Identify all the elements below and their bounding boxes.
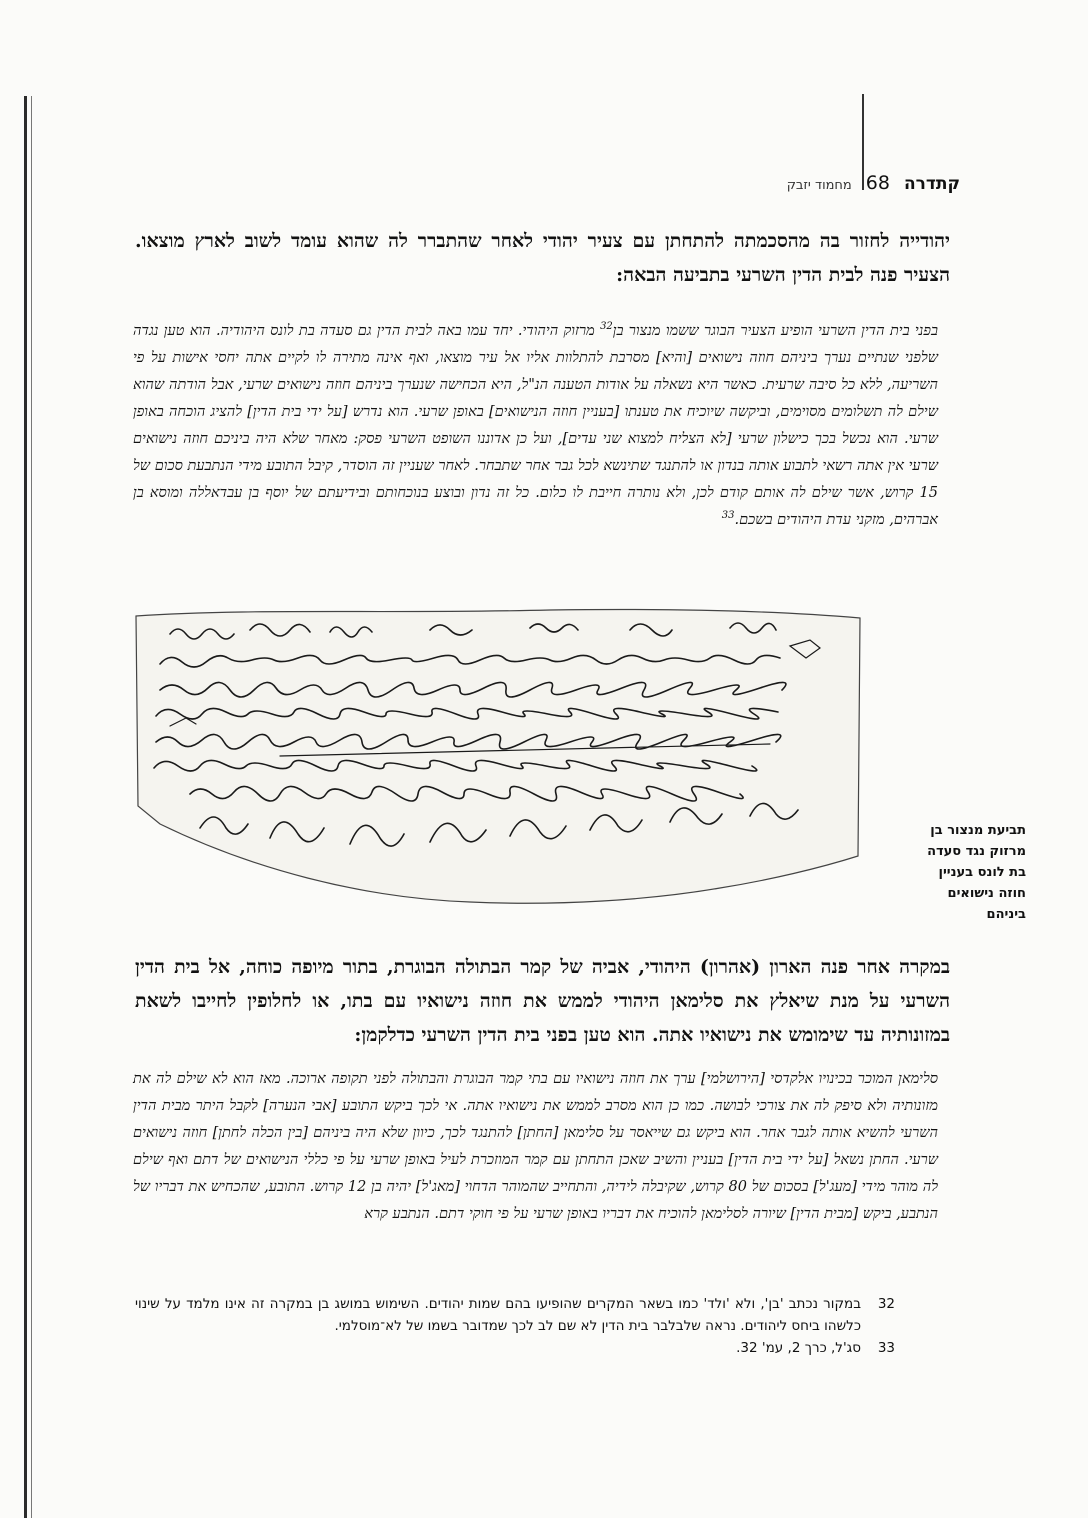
body-paragraph-1: יהודייה לחזור בה מהסכמתה להתחתן עם צעיר יהודי לאחר שהתברר לה שהוא עומד לשוב לארץ מוצאו. הצעיר פנה לבית הדין השרעי בתביעה הבאה: [135,230,950,286]
footnote-text: סג'ל, כרך 2, עמ' 32. [736,1340,861,1356]
quote-1-rest: מרזוק היהודי. יחד עמו באה לבית הדין גם סעדה בת לונס היהודיה. הוא טען נגדה שלפני שנתיים נערך ביניהם חוזה נישואים [והיא] מסרבת להתלוות אליו אל עיר מוצאו, ואף אינה מתירה לו לקיים אתה יחסי אישות על פי השריעה, ללא כל סיבה שרעית. כאשר היא נשאלה על אודות הטענה הנ"ל, היא הכחישה שנערך ביניהם חוזה נישואים שרעי, אבל הודתה שהוא שילם לה תשלומים מסוימים, וביקשה שיוכיח את טענתו [בעניין חוזה הנישואים] באופן שרעי. הוא נדרש [על ידי בית הדין] להציג הוכחה באופן שרעי. הוא נכשל בכך כישלון שרעי [לא הצליח למצוא שני עדים], ועל כן אדוננו השופט השרעי פסק: מאחר שלא היה ביניכם חוזה נישואים שרעי אין אתה רשאי לתבוע אותה בנדון או להתנגד שתינשא לכל גבר אחר שתבחר. לאחר שעניין זה הוסדר, קיבל התובע מידי הנתבעת סכום של 15 קרוש, אשר שילם לה אותם קודם לכן, ולא נותרה חייבת לו כלום. כל זה נדון ובוצע בנוכחותם ובידיעתם של יוסף בן עבדאללה ומוסא בן אברהים, מזקני עדת היהודים בשכם. [133,323,938,528]
manuscript-paper [136,609,860,903]
footnote-number: 32 [877,1296,895,1312]
footnotes [135,1293,895,1359]
manuscript-document-image [130,606,865,911]
footnote-32 [135,1293,895,1337]
footnote-ref-33: 33 [721,510,735,522]
running-head [787,172,960,194]
footnote-number: 33 [877,1340,895,1356]
footnote-ref-32: 32 [600,321,613,333]
footnote-text: במקור נכתב 'בן', ולא 'ולד' כמו בשאר המקרים שהופיעו בהם שמות יהודים. השימוש במושג בן במקרה זה אינו מלמד על שינוי כלשהו ביחס ליהודים. נראה שלבלבר בית הדין לא שם לב לכך שמדובר בשמו של לא־מוסלמי. [135,1296,861,1334]
page-number: 68 [865,172,890,194]
quote-paragraph-2: סלימאן המוכר בכינויו אלקדסי [הירושלמי] ערך את חוזה נישואיו עם בתי קמר הבוגרת והבתולה לפני תקופה ארוכה. מאז הוא לא שילם לה את מזונותיה ולא סיפק לה את צורכי לבושה. כמו כן הוא מסרב לממש את נישואיו אתה. אי לכך ביקש התובע [אבי הנערה] לקבל היתר מבית הדין השרעי להשיא אותה לגבר אחר. הוא ביקש גם שייאסר על סלימאן [החתן] להתנגד לכך, כיוון שלא היה ביניהם [בין הכלה לחתן] חוזה נישואים שרעי. החתן נשאל [על ידי בית הדין] בעניין והשיב שאכן התחתן עם קמר המוזכרת לעיל באופן שרעי על פי כללי הנישואים של דתם ואף שילם לה מוהר מידי [מעג'ל] בסכום של 80 קרוש, שקיבלה לידיה, והתחייב שהמוהר הדחוי [מאג'ל] יהיה בן 12 קרוש. התובע, שהכחיש את דבריו של הנתבע, ביקש [מבית הדין] שיורה לסלימאן להוכיח את דבריו באופן שרעי על פי חוקי דתם. הנתבע קרא [133,1071,938,1222]
figure-caption: תביעת מנצור בן מרזוק נגד סעדה בת לונס בעניין חוזה נישואים ביניהם [927,823,1026,922]
quote-1-start: בפני בית הדין השרעי הופיע הצעיר הבוגר ששמו מנצור בן [612,323,938,339]
scan-edge-line [31,96,32,1518]
quote-paragraph-1 [133,318,938,534]
author-name: מחמוד יזבק [786,178,852,193]
journal-title: קתדרה [903,174,960,194]
body-paragraph-2: במקרה אחר פנה הארון (אהרון) היהודי, אביה של קמר הבתולה הבוגרת, בתור מיופה כוחה, אל בית הדין השרעי על מנת שיאלץ את סלימאן היהודי לממש את חוזה נישואיו עם בתו, או לחלופין לחייבו לשאת במזונותיה עד שימומש את נישואיו אתה. הוא טען בפני בית הדין השרעי כדלקמן: [135,956,950,1046]
scan-edge-shadow [24,96,27,1518]
footnote-33 [135,1337,895,1359]
